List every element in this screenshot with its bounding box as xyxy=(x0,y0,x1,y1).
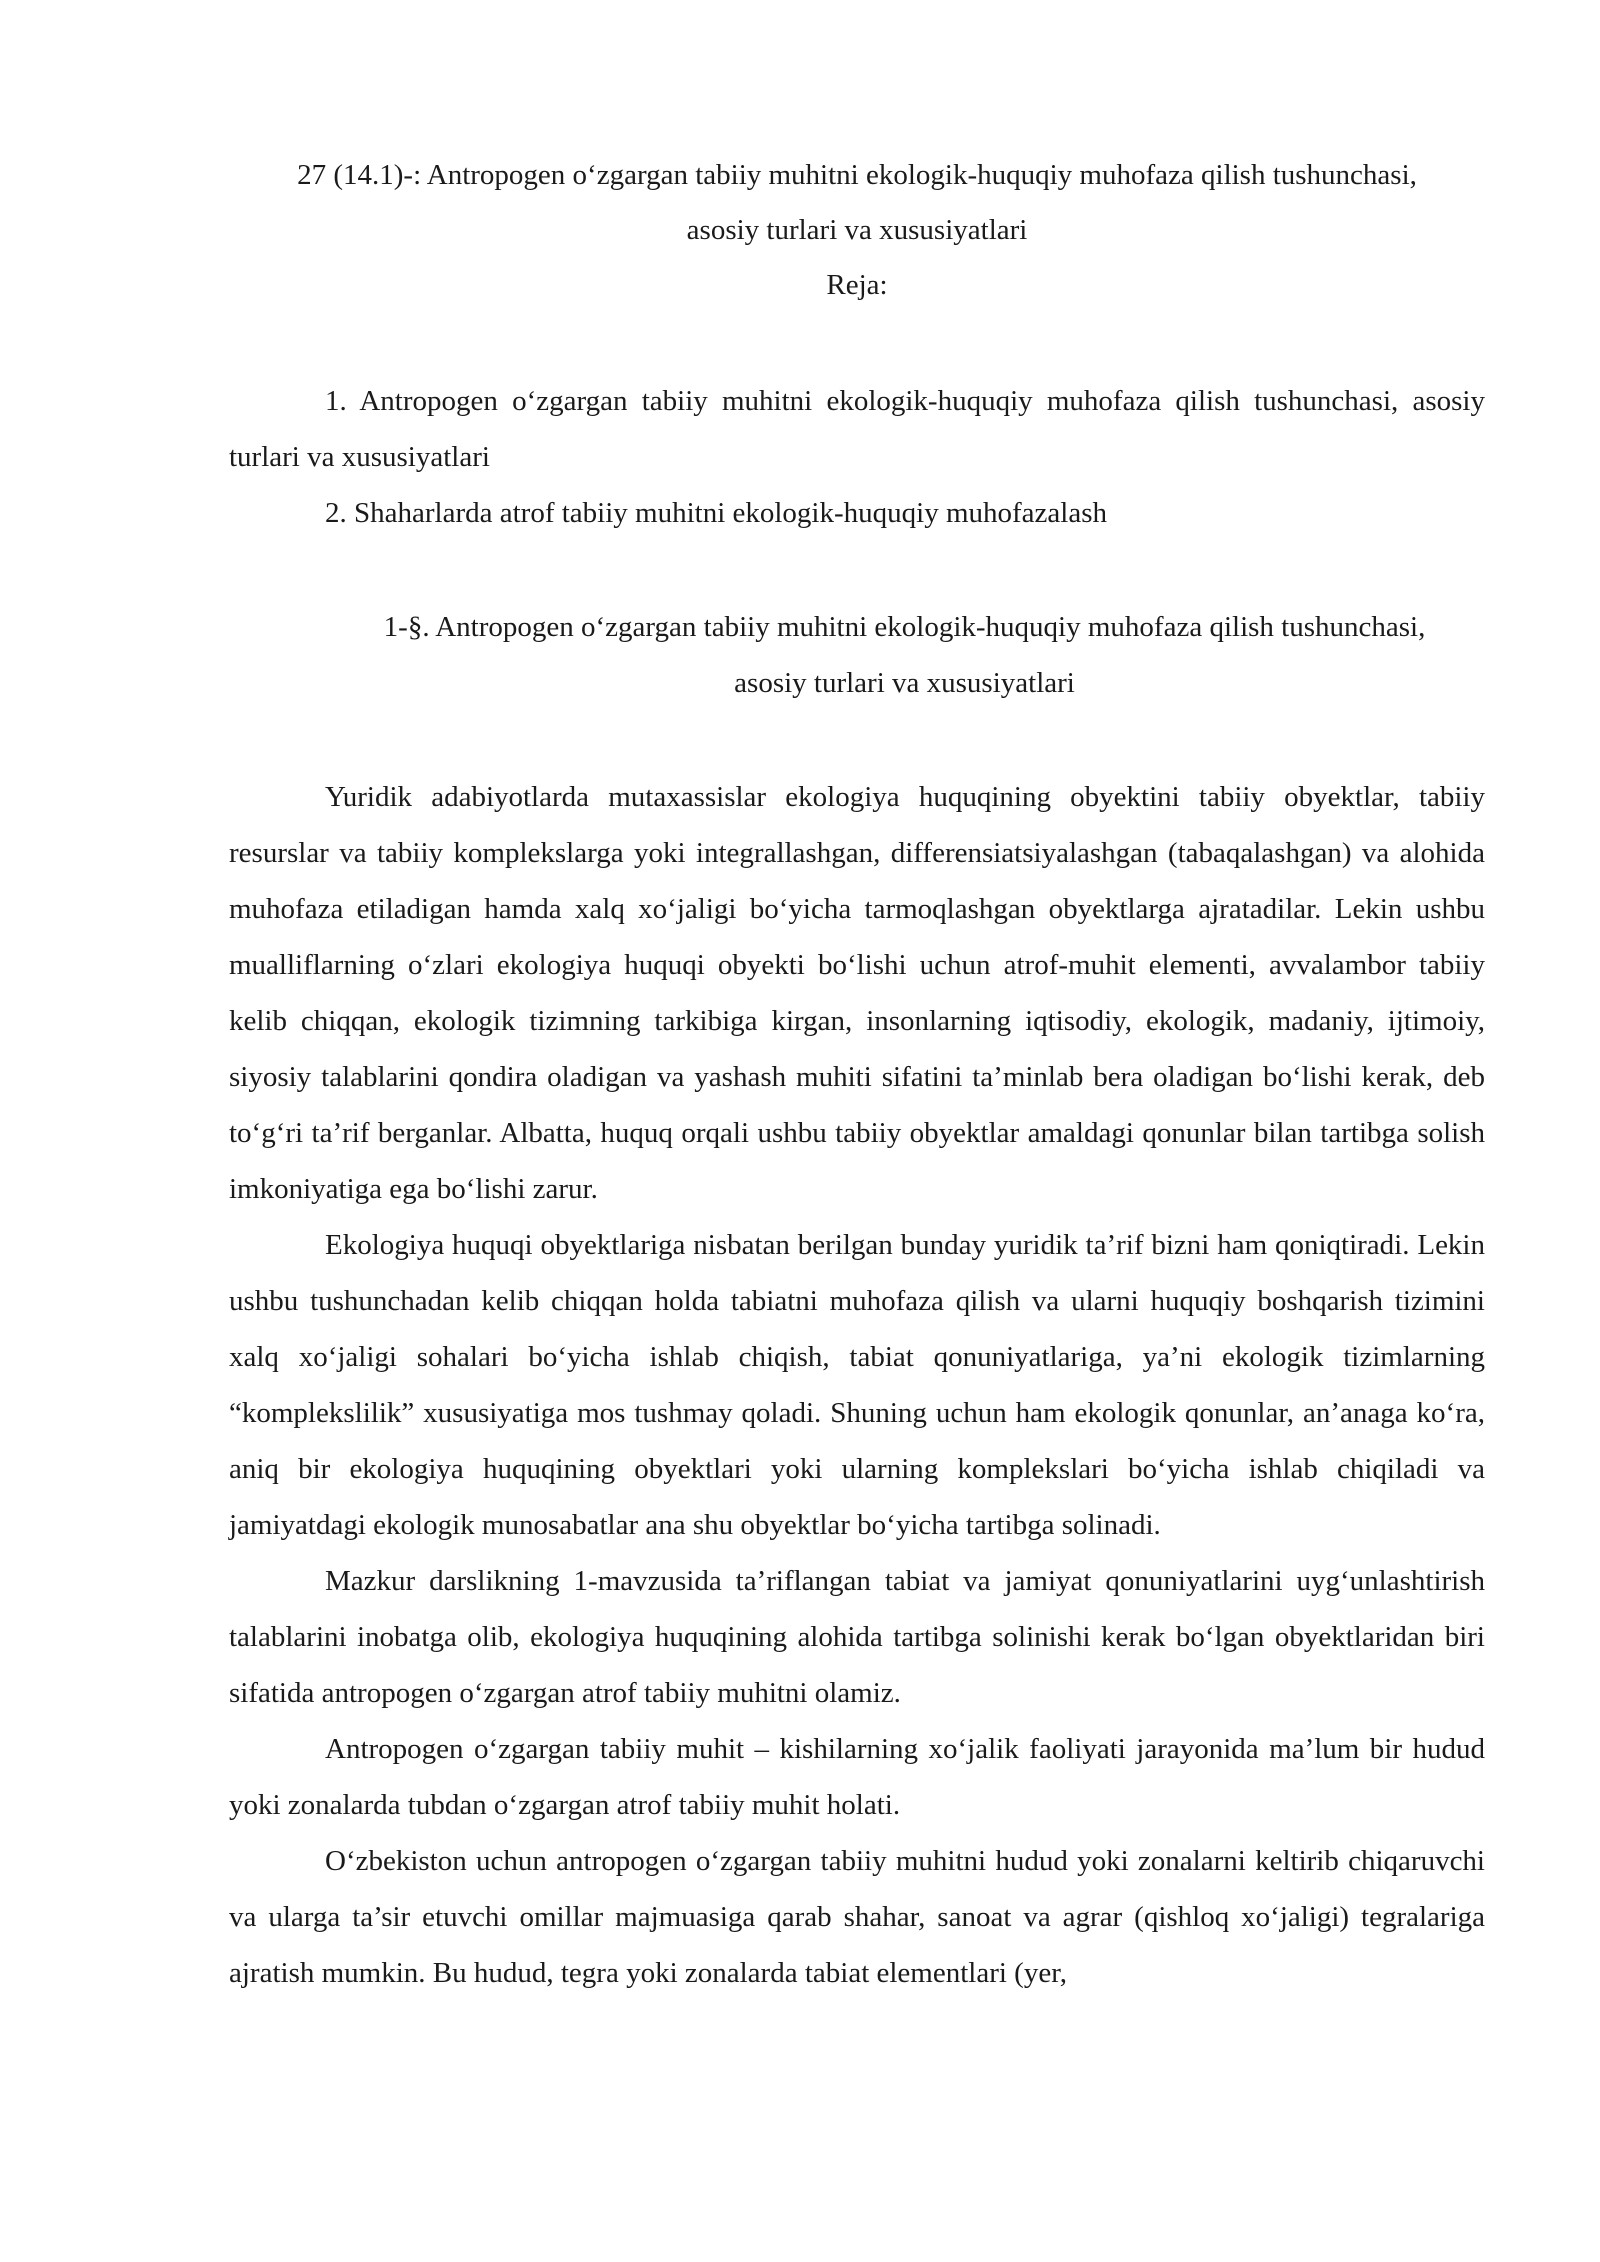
paragraph: O‘zbekiston uchun antropogen o‘zgargan tabiiy muhitni hudud yoki zonalarni keltirib chiqaruvchi va ularga ta’sir etuvchi omillar majmuasiga qarab shahar, sanoat va agrar (qishloq xo‘jaligi) tegralariga ajratish mumkin. Bu hudud, tegra yoki zonalarda tabiat elementlari (yer, xyxy=(229,1845,1485,1989)
section-heading-line: 1-§. Antropogen o‘zgargan tabiiy muhitni ekologik-huquqiy muhofaza qilish tushunchasi, xyxy=(383,611,1426,643)
paragraph: Antropogen o‘zgargan tabiiy muhit – kishilarning xo‘jalik faoliyati jarayonida ma’lum bir hudud yoki zonalarda tubdan o‘zgargan atrof tabiiy muhit holati. xyxy=(229,1733,1485,1821)
paragraph: Mazkur darslikning 1-mavzusida ta’riflangan tabiat va jamiyat qonuniyatlarini uyg‘unlashtirish talablarini inobatga olib, ekologiya huquqining alohida tartibga solinishi kerak bo‘lgan obyektlaridan biri sifatida antropogen o‘zgargan atrof tabiiy muhitni olamiz. xyxy=(229,1565,1485,1709)
title-line: asosiy turlari va xususiyatlari xyxy=(686,214,1028,246)
reja-item: 2. Shaharlarda atrof tabiiy muhitni ekologik-huquqiy muhofazalash xyxy=(325,497,1107,529)
section-heading-line: asosiy turlari va xususiyatlari xyxy=(734,667,1075,699)
paragraph: Yuridik adabiyotlarda mutaxassislar ekologiya huquqining obyektini tabiiy obyektlar, tabiiy resurslar va tabiiy komplekslarga yoki integrallashgan, differensiatsiyalashgan (tabaqalashgan) va alohida muhofaza etiladigan hamda xalq xo‘jaligi bo‘yicha tarmoqlashgan obyektlarga ajratadilar. Lekin ushbu mualliflarning o‘zlari ekologiya huquqi obyekti bo‘lishi uchun atrof-muhit elementi, avvalambor tabiiy kelib chiqqan, ekologik tizimning tarkibiga kirgan, insonlarning iqtisodiy, ekologik, madaniy, ijtimoiy, siyosiy talablarini qondira oladigan va yashash muhiti sifatini ta’minlab bera oladigan bo‘lishi kerak, deb to‘g‘ri ta’rif berganlar. Albatta, huquq orqali ushbu tabiiy obyektlar amaldagi qonunlar bilan tartibga solish imkoniyatiga ega bo‘lishi zarur. xyxy=(229,781,1485,1205)
text-area xyxy=(229,148,1485,2001)
reja-heading: Reja: xyxy=(826,269,888,301)
reja-item: 1. Antropogen o‘zgargan tabiiy muhitni ekologik-huquqiy muhofaza qilish tushunchasi, asosiy turlari va xususiyatlari xyxy=(229,385,1485,473)
body-text xyxy=(229,769,1485,2001)
paragraph: Ekologiya huquqi obyektlariga nisbatan berilgan bunday yuridik ta’rif bizni ham qoniqtiradi. Lekin ushbu tushunchadan kelib chiqqan holda tabiatni muhofaza qilish va ularni huquqiy boshqarish tizimini xalq xo‘jaligi sohalari bo‘yicha ishlab chiqish, tabiat qonuniyatlariga, ya’ni ekologik tizimlarning “komplekslilik” xususiyatiga mos tushmay qoladi. Shuning uchun ham ekologik qonunlar, an’anaga ko‘ra, aniq bir ekologiya huquqining obyektlari yoki ularning komplekslari bo‘yicha ishlab chiqiladi va jamiyatdagi ekologik munosabatlar ana shu obyektlar bo‘yicha tartibga solinadi. xyxy=(229,1229,1485,1541)
reja-list xyxy=(229,373,1485,541)
title-line: 27 (14.1)-: Antropogen o‘zgargan tabiiy muhitni ekologik-huquqiy muhofaza qilish tushunchasi, xyxy=(297,159,1417,191)
section-heading xyxy=(229,599,1485,711)
document-title xyxy=(229,148,1485,313)
